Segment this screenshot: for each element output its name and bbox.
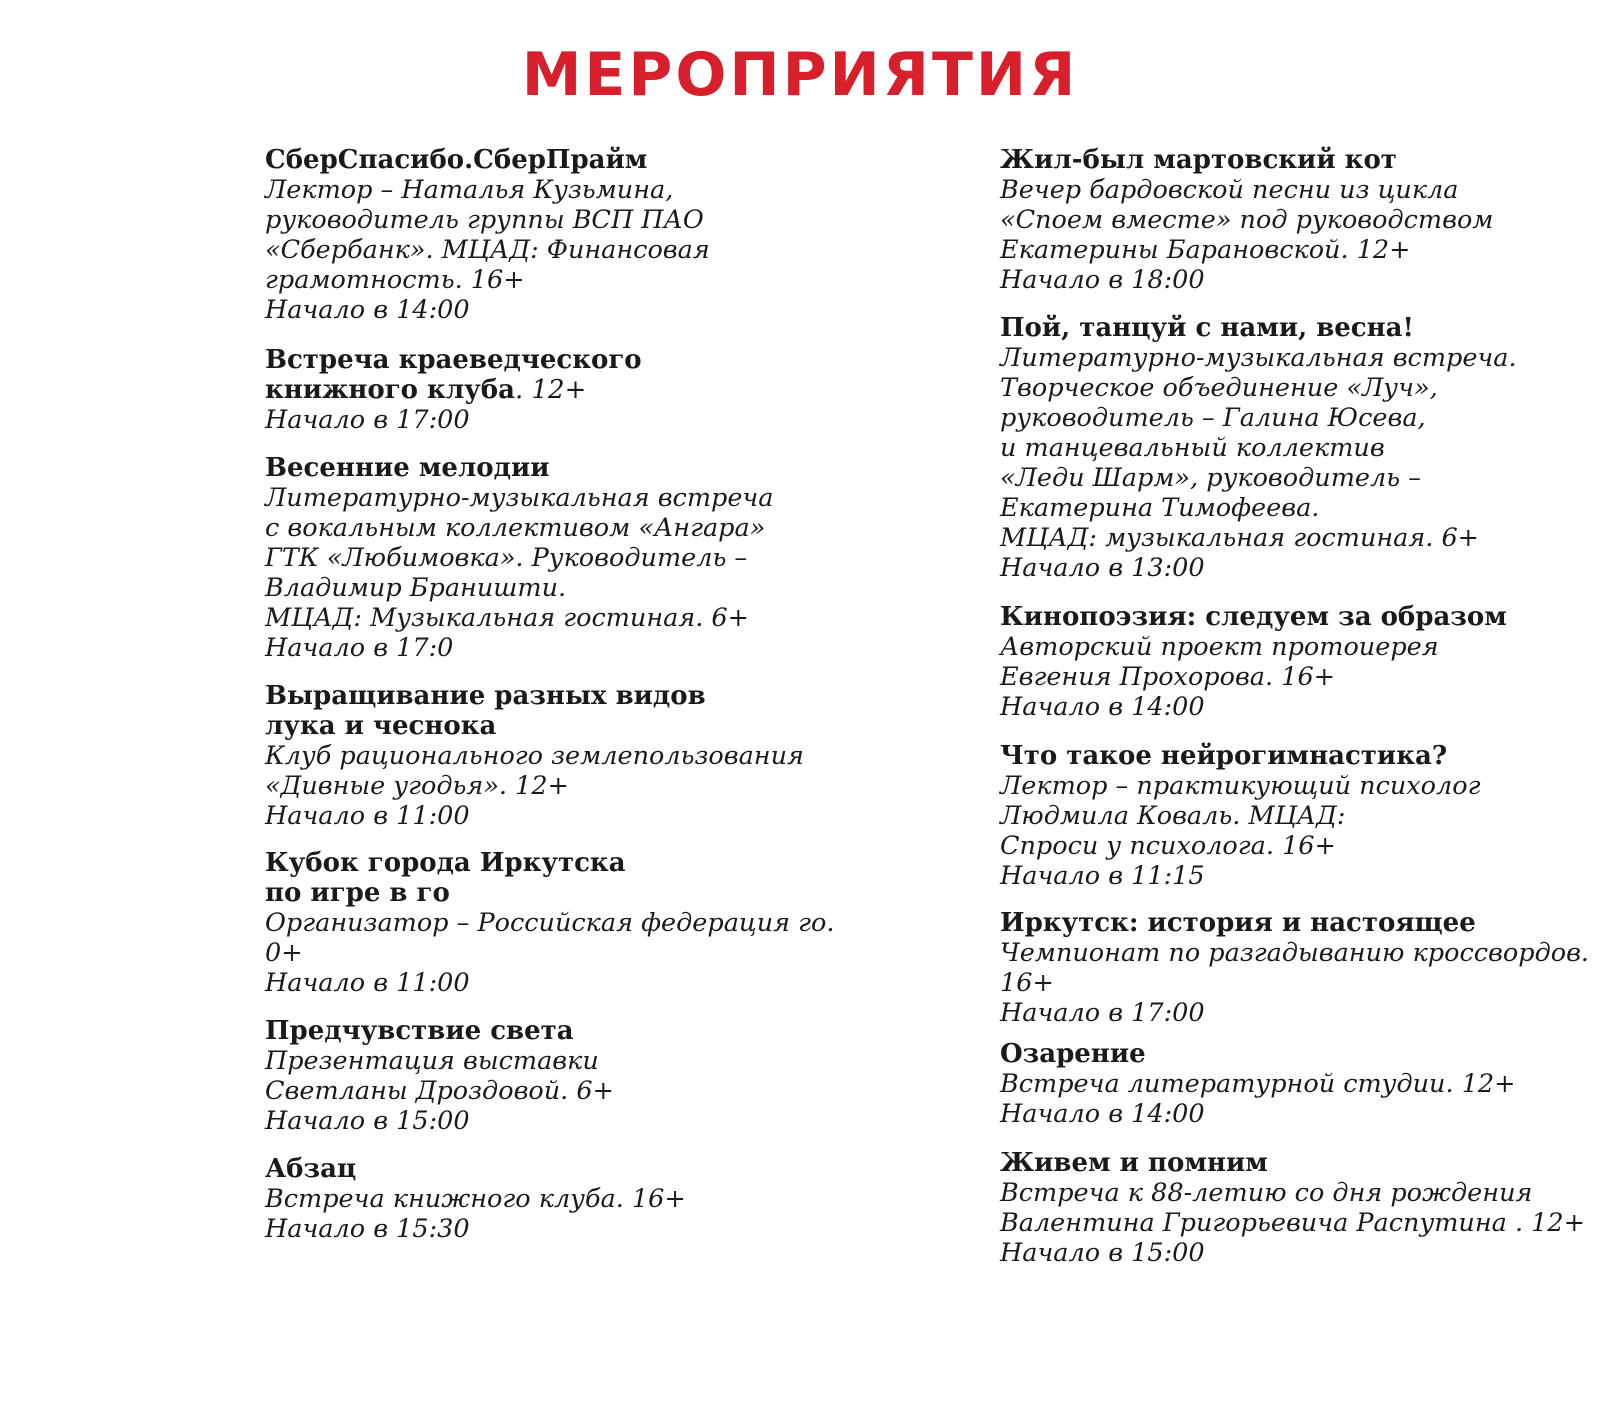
event-body — [1000, 313, 1590, 583]
event-title — [1000, 908, 1590, 938]
event-title — [265, 878, 805, 908]
event-title — [1000, 313, 1590, 343]
event-title — [1000, 602, 1590, 632]
event-description-line: Валентина Григорьевича Распутина . 12+ — [1000, 1208, 1585, 1238]
event-body — [1000, 1039, 1590, 1129]
event-title-text: Кинопоэзия: следуем за образом — [1000, 602, 1507, 632]
event-body — [265, 848, 835, 998]
event-start-time: Начало в 13:00 — [1000, 553, 1205, 583]
event-title-text: СберСпасибо.СберПрайм — [265, 145, 648, 175]
event-description-line: 16+ — [1000, 968, 1054, 998]
event-description-line: Владимир Браништи. — [265, 573, 567, 603]
event-title — [265, 1016, 805, 1046]
event-description-line: Лектор – практикующий психолог — [1000, 771, 1481, 801]
event-body — [265, 681, 805, 831]
event-description-line: Литературно-музыкальная встреча — [265, 483, 774, 513]
event-description-line: Литературно-музыкальная встреча. — [1000, 343, 1517, 373]
event-description-line: Чемпионат по разгадыванию кроссвордов. — [1000, 938, 1590, 968]
event-title-text: Абзац — [265, 1154, 357, 1184]
event-title-text: Озарение — [1000, 1039, 1146, 1069]
event-body — [265, 1154, 805, 1244]
event-title — [265, 345, 805, 375]
event-title-text: Иркутск: история и настоящее — [1000, 908, 1476, 938]
event-title-text: по игре в го — [265, 878, 450, 908]
event-title — [265, 681, 805, 711]
event-description-line: МЦАД: музыкальная гостиная. 6+ — [1000, 523, 1480, 553]
event-body — [1000, 741, 1590, 891]
event-body — [265, 453, 805, 663]
event-description-line: Екатерина Тимофеева. — [1000, 493, 1320, 523]
event-start-time: Начало в 11:15 — [1000, 861, 1205, 891]
event-body — [1000, 908, 1590, 1028]
event-title — [265, 711, 805, 741]
event-description-line: «Дивные угодья». 12+ — [265, 771, 569, 801]
event-title — [1000, 145, 1590, 175]
event-description-line: Спроси у психолога. 16+ — [1000, 831, 1336, 861]
event-start-time: Начало в 17:00 — [1000, 998, 1205, 1028]
event-description-line: и танцевальный коллектив — [1000, 433, 1385, 463]
event-title — [265, 848, 805, 878]
event-body — [1000, 602, 1590, 722]
event-start-time: Начало в 15:00 — [1000, 1238, 1205, 1268]
event-title — [265, 375, 805, 405]
event-description-line: Екатерины Барановской. 12+ — [1000, 235, 1411, 265]
event-description-line: Творческое объединение «Луч», — [1000, 373, 1438, 403]
event-body — [1000, 145, 1590, 295]
event-title — [265, 453, 805, 483]
event-start-time: Начало в 14:00 — [265, 295, 470, 325]
event-title-text: Весенние мелодии — [265, 453, 550, 483]
event-description-line: руководитель – Галина Юсева, — [1000, 403, 1426, 433]
event-start-time: Начало в 18:00 — [1000, 265, 1205, 295]
event-body — [265, 1016, 805, 1136]
event-title-text: Кубок города Иркутска — [265, 848, 626, 878]
event-description-line: грамотность. 16+ — [265, 265, 525, 295]
event-title-text: лука и чеснока — [265, 711, 497, 741]
event-title — [265, 145, 805, 175]
event-description-line: Встреча книжного клуба. 16+ — [265, 1184, 686, 1214]
event-start-time: Начало в 17:00 — [265, 405, 470, 435]
event-start-time: Начало в 15:30 — [265, 1214, 470, 1244]
event-start-time: Начало в 17:0 — [265, 633, 454, 663]
event-body — [1000, 1148, 1590, 1268]
event-title — [1000, 741, 1590, 771]
event-description-line: Лектор – Наталья Кузьмина, — [265, 175, 674, 205]
event-description-line: Авторский проект протоиерея — [1000, 632, 1439, 662]
event-description-line: Клуб рационального землепользования — [265, 741, 804, 771]
event-title-text: Пой, танцуй с нами, весна! — [1000, 313, 1414, 343]
event-title — [1000, 1039, 1590, 1069]
event-description-line: «Сбербанк». МЦАД: Финансовая — [265, 235, 710, 265]
event-description-line: 0+ — [265, 938, 303, 968]
event-description-line: Светланы Дроздовой. 6+ — [265, 1076, 614, 1106]
event-body — [265, 345, 805, 435]
event-description-line: Презентация выставки — [265, 1046, 599, 1076]
event-start-time: Начало в 15:00 — [265, 1106, 470, 1136]
event-title-text: Предчувствие света — [265, 1016, 574, 1046]
event-title-text: Жил-был мартовский кот — [1000, 145, 1397, 175]
event-title-text: книжного клуба — [265, 375, 515, 405]
event-description-line: ГТК «Любимовка». Руководитель – — [265, 543, 748, 573]
event-description-line: «Леди Шарм», руководитель – — [1000, 463, 1421, 493]
event-title-text: Встреча краеведческого — [265, 345, 642, 375]
event-description-line: Встреча к 88-летию со дня рождения — [1000, 1178, 1533, 1208]
event-description-line: руководитель группы ВСП ПАО — [265, 205, 704, 235]
event-start-time: Начало в 11:00 — [265, 801, 470, 831]
event-title — [1000, 1148, 1590, 1178]
event-title-text: Выращивание разных видов — [265, 681, 706, 711]
event-description-line: МЦАД: Музыкальная гостиная. 6+ — [265, 603, 750, 633]
event-description-line: с вокальным коллективом «Ангара» — [265, 513, 766, 543]
page-title: МЕРОПРИЯТИЯ — [521, 40, 1079, 110]
event-description-line: Евгения Прохорова. 16+ — [1000, 662, 1336, 692]
event-start-time: Начало в 14:00 — [1000, 692, 1205, 722]
event-title — [265, 1154, 805, 1184]
event-description-line: Людмила Коваль. МЦАД: — [1000, 801, 1346, 831]
event-description-line: «Споем вместе» под руководством — [1000, 205, 1494, 235]
event-title-text: Живем и помним — [1000, 1148, 1268, 1178]
event-description-line: Вечер бардовской песни из цикла — [1000, 175, 1459, 205]
event-title-text: Что такое нейрогимнастика? — [1000, 741, 1448, 771]
event-body — [265, 145, 805, 325]
event-description-line: Организатор – Российская федерация го. — [265, 908, 835, 938]
event-start-time: Начало в 14:00 — [1000, 1099, 1205, 1129]
event-age-rating: . 12+ — [514, 375, 587, 405]
event-start-time: Начало в 11:00 — [265, 968, 470, 998]
event-description-line: Встреча литературной студии. 12+ — [1000, 1069, 1516, 1099]
